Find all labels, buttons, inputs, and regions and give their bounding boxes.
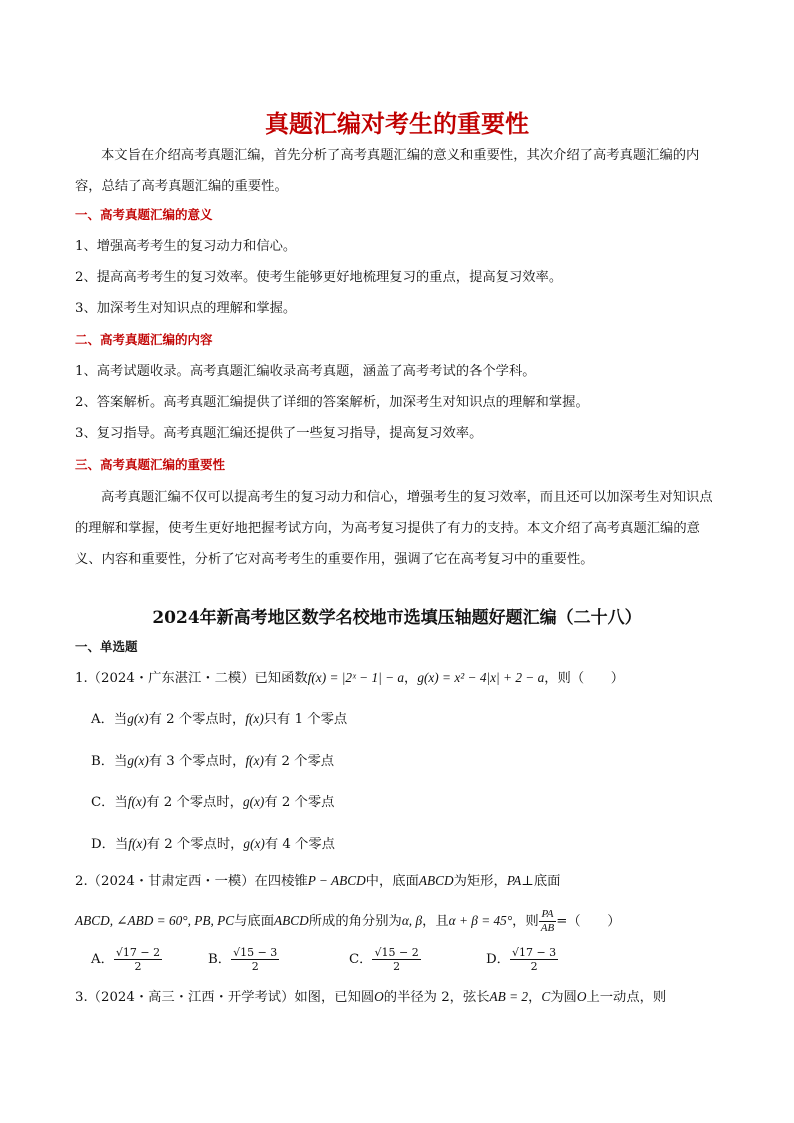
page-title: 真题汇编对考生的重要性: [265, 110, 529, 138]
option-text: 有 2 个零点时，: [146, 795, 243, 810]
option-text: 只有 1 个零点: [263, 712, 348, 727]
q2-text: 2.（2024・甘肃定西・一模）在四棱锥: [75, 874, 308, 889]
q3-math: O: [374, 989, 384, 1004]
fraction-numerator: √17 − 3: [511, 946, 557, 959]
option-function: g(x): [243, 836, 265, 851]
option-fraction: [231, 946, 279, 973]
q2-text: ，则: [512, 914, 539, 929]
q3-text: 为圆: [550, 990, 577, 1005]
fraction-numerator: √17 − 2: [115, 946, 161, 959]
option-function: g(x): [127, 711, 149, 726]
option-fraction: [114, 946, 162, 973]
section1-item: 2、提高高考考生的复习效率。使考生能够更好地梳理复习的重点，提高复习效率。: [75, 270, 563, 285]
ratio-numerator: PA: [539, 908, 556, 922]
q2-text: ，且: [422, 914, 449, 929]
section3-paragraph: 高考真题汇编不仅可以提高考生的复习动力和信心，增强考生的复习效率，而且还可以加深考生对知识点的理解和掌握，使考生更好地把握考试方向，为高考复习提供了有力的支持。本文介绍了高考真题汇编的意义、内容和重要性，分析了它对高考考生的重要作用，强调了它在高考复习中的重要性。: [75, 490, 713, 567]
q2-text: 与底面: [234, 914, 275, 929]
q1-stem-prefix: 1.（2024・广东湛江・二模）已知函数: [75, 671, 308, 686]
fraction-numerator: √15 − 3: [233, 946, 278, 959]
q1-option-c: [91, 792, 334, 813]
exam-subtitle: 2024年新高考地区数学名校地市选填压轴题好题汇编（二十八）: [152, 608, 642, 628]
option-text: 有 2 个零点: [264, 795, 335, 810]
fraction-denominator: 2: [251, 960, 259, 973]
q2-math: α + β = 45°: [448, 913, 513, 928]
option-text: 有 3 个零点时，: [148, 754, 246, 769]
q2-math: ABCD, ∠ABD = 60°, PB, PC: [75, 913, 235, 928]
q1-f-definition: f(x) = |2ˣ − 1| − a: [307, 670, 405, 685]
q3-math: O: [576, 989, 587, 1004]
option-function: g(x): [127, 753, 149, 768]
q2-ratio: [539, 908, 556, 935]
section2-item: 3、复习指导。高考真题汇编还提供了一些复习指导，提高复习效率。: [75, 426, 483, 441]
q2-text: 所成的角分别为: [308, 914, 402, 929]
q2-base: ABCD: [418, 873, 454, 888]
q2-text: 为矩形，: [453, 874, 507, 889]
section1-item: 3、加深考生对知识点的理解和掌握。: [75, 301, 297, 316]
q2-math: α, β: [401, 913, 423, 928]
q2-option-b: [208, 945, 279, 975]
intro-paragraph: 本文旨在介绍高考真题汇编，首先分析了高考真题汇编的意义和重要性，其次介绍了高考真题汇编的内容，总结了高考真题汇编的重要性。: [75, 148, 700, 194]
section3-heading: 三、高考真题汇编的重要性: [75, 457, 226, 472]
q1-separator: ，: [404, 671, 418, 686]
option-function: f(x): [127, 794, 147, 809]
q1-option-a: [91, 709, 347, 730]
option-text: B．当: [91, 754, 128, 769]
part-heading: 一、单选题: [75, 639, 138, 654]
option-text: C．: [349, 952, 373, 967]
q3-math: AB = 2: [489, 989, 529, 1004]
q1-stem-suffix: ，则（ ）: [544, 671, 625, 686]
option-function: f(x): [245, 753, 264, 768]
q3-math: C: [541, 989, 551, 1004]
option-text: 有 2 个零点时，: [146, 837, 244, 852]
option-text: D．当: [91, 837, 129, 852]
fraction-denominator: 2: [530, 960, 538, 973]
option-function: f(x): [245, 711, 264, 726]
q2-math: ABCD: [274, 913, 309, 928]
fraction-denominator: 2: [134, 960, 142, 973]
option-function: g(x): [242, 794, 265, 809]
q2-option-c: [349, 945, 421, 975]
question-3-stem: [75, 987, 666, 1008]
q1-option-d: [91, 834, 335, 855]
option-text: A．当: [91, 712, 128, 727]
option-text: A．: [91, 952, 114, 967]
option-text: C．当: [91, 795, 128, 810]
question-2-line-2: [75, 906, 621, 937]
section1-heading: 一、高考真题汇编的意义: [75, 207, 213, 222]
option-text: 有 4 个零点: [264, 837, 335, 852]
q2-option-a: [91, 945, 162, 975]
q1-g-definition: g(x) = x² − 4|x| + 2 − a: [417, 670, 545, 685]
option-text: 有 2 个零点时，: [148, 712, 246, 727]
section1-item: 1、增强高考考生的复习动力和信心。: [75, 239, 297, 254]
option-fraction: [510, 946, 558, 973]
question-2-line-1: [75, 871, 560, 892]
q2-text: =（ ）: [556, 914, 621, 929]
fraction-denominator: 2: [393, 960, 401, 973]
q2-text: 中，底面: [365, 874, 419, 889]
q1-option-b: [91, 751, 334, 772]
option-text: B．: [208, 952, 232, 967]
q3-text: 3.（2024・高三・江西・开学考试）如图，已知圆: [75, 990, 375, 1005]
section2-heading: 二、高考真题汇编的内容: [75, 332, 213, 347]
option-text: 有 2 个零点: [263, 754, 335, 769]
section2-item: 2、答案解析。高考真题汇编提供了详细的答案解析，加深考生对知识点的理解和掌握。: [75, 395, 589, 410]
q2-pyramid: P − ABCD: [307, 873, 366, 888]
q3-text: 的半径为 2，弦长: [383, 990, 490, 1005]
option-fraction: [372, 946, 420, 973]
q2-text: 底面: [533, 874, 561, 889]
q2-perp: PA⊥: [506, 873, 534, 888]
question-1-stem: [75, 668, 624, 689]
fraction-numerator: √15 − 2: [374, 946, 419, 959]
q3-text: ，: [528, 990, 542, 1005]
q3-text: 上一动点，则: [586, 990, 667, 1005]
q2-option-d: [486, 945, 558, 975]
section2-item: 1、高考试题收录。高考真题汇编收录高考真题，涵盖了高考考试的各个学科。: [75, 364, 536, 379]
ratio-denominator: AB: [540, 922, 555, 934]
option-text: D．: [486, 952, 510, 967]
option-function: f(x): [128, 836, 147, 851]
